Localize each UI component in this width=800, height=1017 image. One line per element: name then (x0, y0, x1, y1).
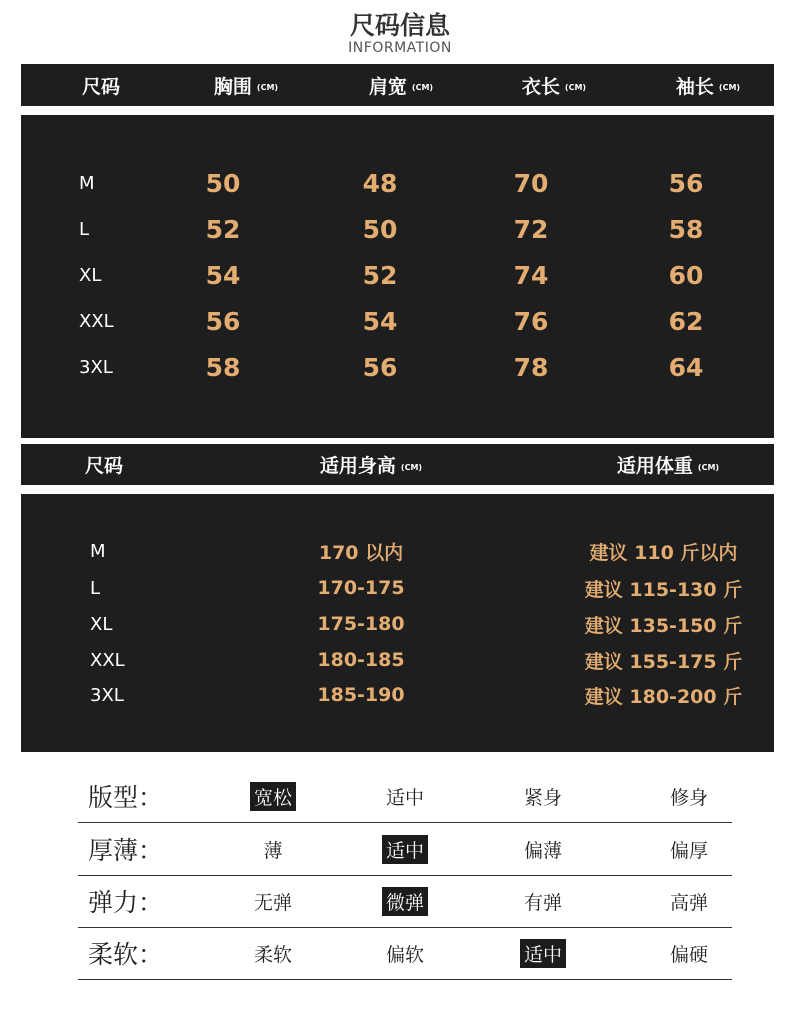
row-chest: 52 (205, 214, 241, 244)
attribute-row-elasticity (78, 875, 732, 928)
row-height: 175-180 (317, 613, 405, 635)
row-sleeve: 62 (668, 306, 704, 336)
row-shoulder: 56 (362, 352, 398, 382)
header-height (286, 444, 456, 485)
attribute-option (634, 823, 744, 875)
header-size-label: 尺码 (84, 455, 123, 477)
row-height: 180-185 (317, 649, 405, 671)
row-height: 170-175 (317, 577, 405, 599)
header-length-label: 衣长 (521, 75, 560, 98)
row-shoulder: 54 (362, 306, 398, 336)
attribute-option (488, 875, 598, 927)
attribute-option (488, 823, 598, 875)
table-row (21, 255, 774, 295)
header-weight-unit: (CM) (697, 462, 720, 472)
attribute-option-label: 紧身 (523, 786, 562, 809)
size-table-body (21, 115, 774, 438)
row-weight: 建议 180-200 斤 (584, 685, 743, 708)
page-subtitle: INFORMATION (348, 40, 452, 56)
row-size: M (79, 172, 95, 194)
table-row (21, 568, 774, 608)
attribute-option-label: 微弹 (382, 887, 428, 916)
attribute-option-label: 偏软 (385, 943, 424, 966)
row-length: 76 (513, 306, 549, 336)
attribute-option (634, 927, 744, 979)
attribute-option-label: 适中 (520, 939, 566, 968)
table-row (21, 163, 774, 203)
row-length: 74 (513, 260, 549, 290)
table-row (21, 301, 774, 341)
header-length-unit: (CM) (564, 83, 587, 92)
header-size (64, 444, 144, 485)
attribute-option-label: 偏厚 (669, 839, 708, 862)
row-sleeve: 58 (668, 214, 704, 244)
attribute-label: 柔软： (88, 940, 164, 969)
header-sleeve-unit: (CM) (718, 83, 741, 92)
attribute-option (218, 770, 328, 822)
header-shoulder-unit: (CM) (411, 83, 434, 92)
table-row (21, 209, 774, 249)
attribute-option-label: 修身 (669, 786, 708, 809)
row-sleeve: 56 (668, 168, 704, 198)
attribute-option-label: 无弹 (253, 891, 292, 914)
row-chest: 58 (205, 352, 241, 382)
attribute-option (634, 770, 744, 822)
attribute-row-fit (78, 770, 732, 823)
attribute-row-softness (78, 927, 732, 980)
attribute-label: 弹力： (88, 888, 164, 917)
attribute-option-label: 偏薄 (523, 839, 562, 862)
row-weight: 建议 135-150 斤 (584, 614, 743, 637)
header-size (61, 64, 141, 106)
row-size: M (90, 540, 106, 562)
fit-table-header (21, 444, 774, 485)
row-sleeve: 64 (668, 352, 704, 382)
row-size: 3XL (90, 684, 124, 706)
row-size: 3XL (79, 356, 113, 378)
header-height-unit: (CM) (400, 462, 423, 472)
table-row (21, 604, 774, 644)
row-chest: 50 (205, 168, 241, 198)
attribute-option-label: 高弹 (669, 891, 708, 914)
attribute-option-label: 适中 (385, 786, 424, 809)
header-sleeve (638, 64, 778, 106)
table-row (21, 640, 774, 680)
attribute-option-label: 有弹 (523, 891, 562, 914)
page-title: 尺码信息 (349, 11, 450, 40)
table-row (21, 531, 774, 571)
header-shoulder (331, 64, 471, 106)
attribute-option (488, 927, 598, 979)
header-weight (583, 444, 753, 485)
attribute-option (218, 875, 328, 927)
header-sleeve-label: 袖长 (675, 75, 714, 98)
attribute-option-label: 适中 (382, 835, 428, 864)
size-table-header (21, 64, 774, 106)
header-shoulder-label: 肩宽 (368, 75, 407, 98)
row-size: XL (90, 613, 113, 635)
attribute-option (218, 927, 328, 979)
row-chest: 56 (205, 306, 241, 336)
fit-table-body (21, 494, 774, 752)
row-length: 72 (513, 214, 549, 244)
row-size: L (79, 218, 90, 240)
row-size: XXL (90, 649, 125, 671)
attribute-option-label: 偏硬 (669, 943, 708, 966)
row-height: 170 以内 (318, 541, 404, 564)
row-chest: 54 (205, 260, 241, 290)
table-row (21, 347, 774, 387)
attribute-label: 厚薄： (88, 836, 164, 865)
row-weight: 建议 110 斤以内 (589, 541, 738, 564)
attribute-option (350, 875, 460, 927)
attribute-option (634, 875, 744, 927)
row-sleeve: 60 (668, 260, 704, 290)
row-shoulder: 48 (362, 168, 398, 198)
attribute-option (218, 823, 328, 875)
header-chest-label: 胸围 (213, 75, 252, 98)
row-height: 185-190 (317, 684, 405, 706)
attribute-option-label: 柔软 (253, 943, 292, 966)
attribute-label: 版型： (88, 783, 164, 812)
attribute-option (350, 823, 460, 875)
attribute-option-label: 宽松 (250, 782, 296, 811)
attribute-option (350, 770, 460, 822)
header-size-label: 尺码 (81, 75, 120, 98)
table-row (21, 675, 774, 715)
header-weight-label: 适用体重 (616, 455, 693, 477)
header-chest-unit: (CM) (256, 83, 279, 92)
attribute-option (350, 927, 460, 979)
header-height-label: 适用身高 (319, 455, 396, 477)
row-length: 70 (513, 168, 549, 198)
row-size: XL (79, 264, 102, 286)
row-length: 78 (513, 352, 549, 382)
row-weight: 建议 155-175 斤 (584, 650, 743, 673)
header-chest (176, 64, 316, 106)
row-weight: 建议 115-130 斤 (584, 578, 743, 601)
attribute-option-label: 薄 (263, 839, 283, 862)
row-shoulder: 52 (362, 260, 398, 290)
row-shoulder: 50 (362, 214, 398, 244)
attribute-option (488, 770, 598, 822)
row-size: XXL (79, 310, 114, 332)
attribute-row-thickness (78, 823, 732, 876)
header-length (484, 64, 624, 106)
row-size: L (90, 577, 101, 599)
